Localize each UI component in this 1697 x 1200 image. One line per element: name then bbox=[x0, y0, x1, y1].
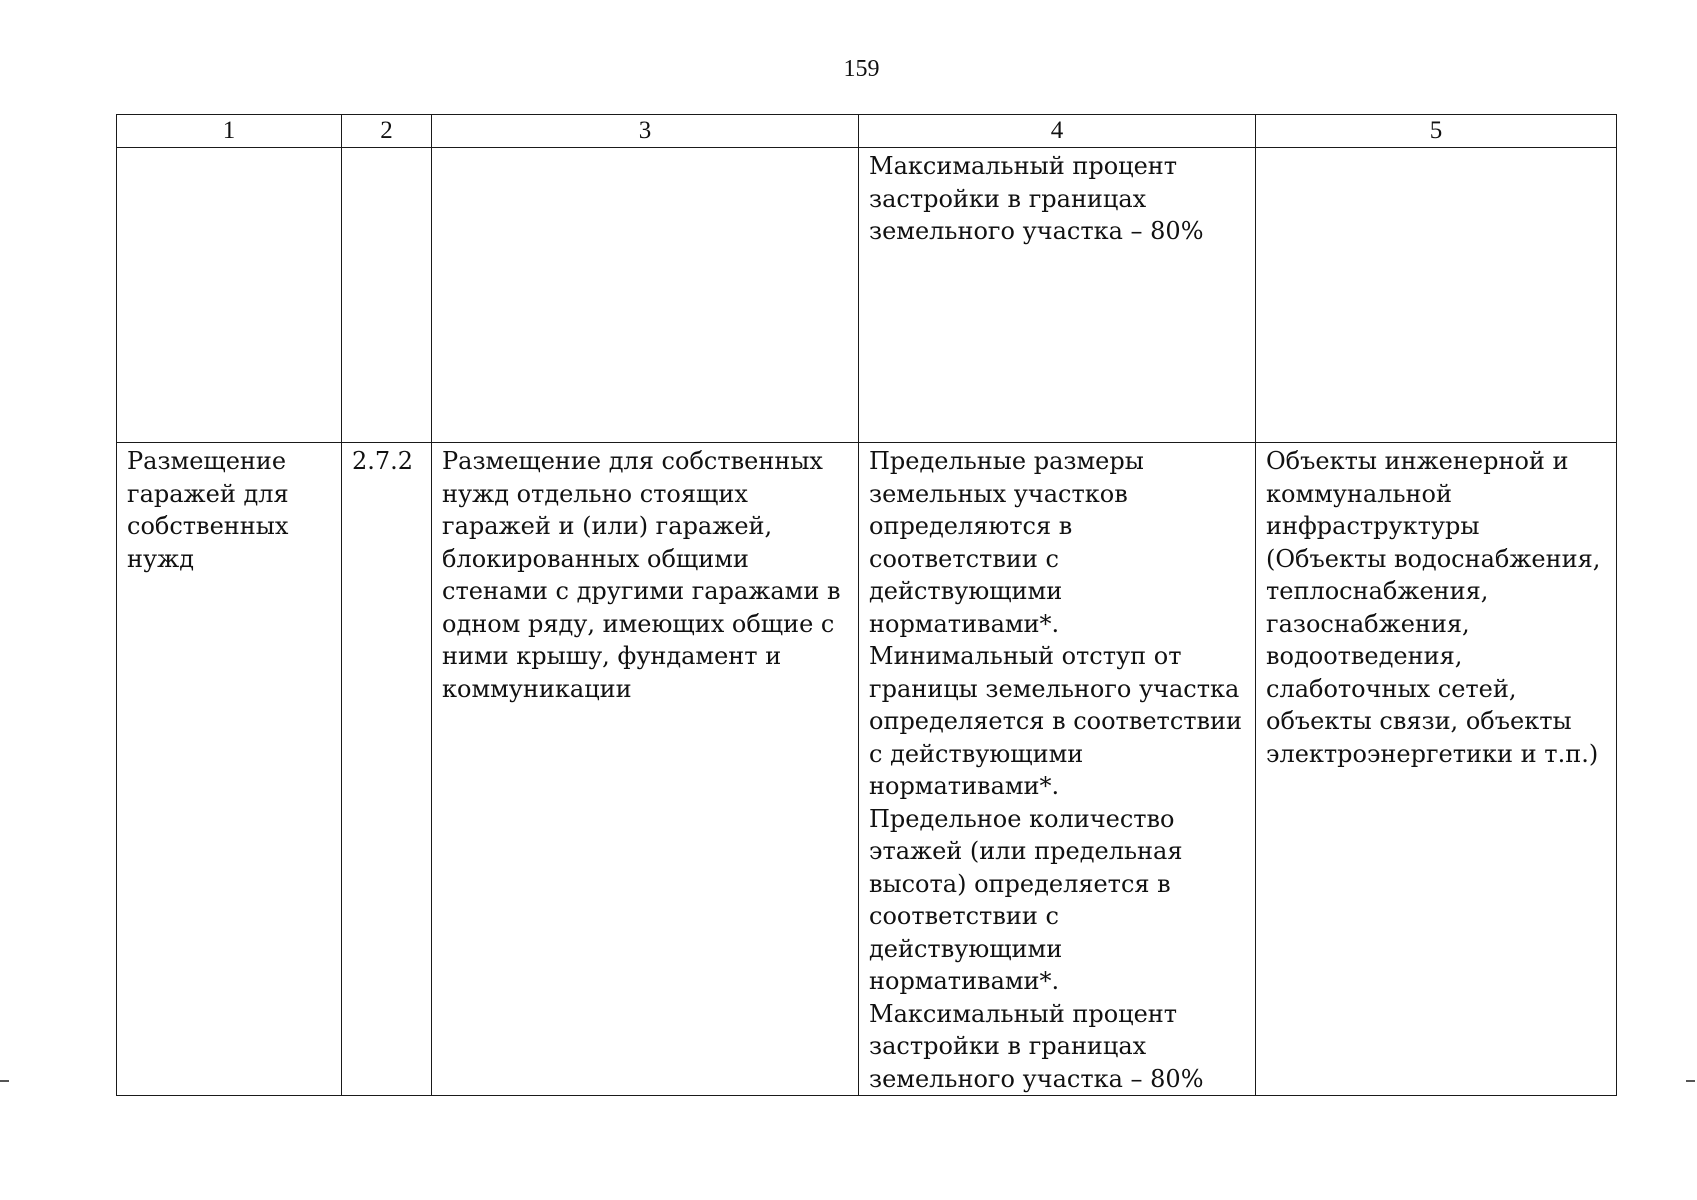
parameter-text: Максимальный процент застройки в границах земельного участка – 80% bbox=[869, 152, 1204, 245]
regulations-table bbox=[116, 114, 1617, 1096]
auxiliary-uses-cell: Объекты инженерной и коммунальной инфраструктуры (Объекты водоснабжения, теплоснабжения, газоснабжения, водоотведения, слаботочных сетей, объекты связи, объекты электроэнергетики и т.п.) bbox=[1256, 443, 1617, 1096]
use-description-cell bbox=[432, 148, 859, 443]
table-row-continuation bbox=[117, 148, 1617, 443]
use-code-cell bbox=[342, 148, 432, 443]
page-number: 159 bbox=[843, 56, 880, 82]
parameters-cell bbox=[859, 443, 1256, 1096]
column-header-4: 4 bbox=[859, 115, 1256, 148]
table-header-row bbox=[117, 115, 1617, 148]
column-header-1: 1 bbox=[117, 115, 342, 148]
parameter-text: Предельное количество этажей (или предельная высота) определяется в соответствии с действующими нормативами*. bbox=[869, 804, 1183, 995]
land-use-type-cell: Размещение гаражей для собственных нужд bbox=[117, 443, 342, 1096]
column-header-2: 2 bbox=[342, 115, 432, 148]
use-description-cell: Размещение для собственных нужд отдельно стоящих гаражей и (или) гаражей, блокированных общими стенами с другими гаражами в одном ряду, имеющих общие с ними крышу, фундамент и коммуникации bbox=[432, 443, 859, 1096]
column-header-3: 3 bbox=[432, 115, 859, 148]
table-row bbox=[117, 443, 1617, 1096]
parameter-text: Минимальный отступ от границы земельного участка определяется в соответствии с действующими нормативами*. bbox=[869, 642, 1243, 800]
parameter-text: Максимальный процент застройки в границах земельного участка – 80% bbox=[869, 999, 1204, 1093]
parameters-cell bbox=[859, 148, 1256, 443]
column-header-5: 5 bbox=[1256, 115, 1617, 148]
land-use-type-cell bbox=[117, 148, 342, 443]
scan-edge-mark bbox=[1686, 1080, 1695, 1082]
auxiliary-uses-cell bbox=[1256, 148, 1617, 443]
parameter-text: Предельные размеры земельных участков определяются в соответствии с действующими нормативами*. bbox=[869, 447, 1144, 638]
use-code-cell: 2.7.2 bbox=[342, 443, 432, 1096]
scan-edge-mark bbox=[0, 1080, 9, 1082]
